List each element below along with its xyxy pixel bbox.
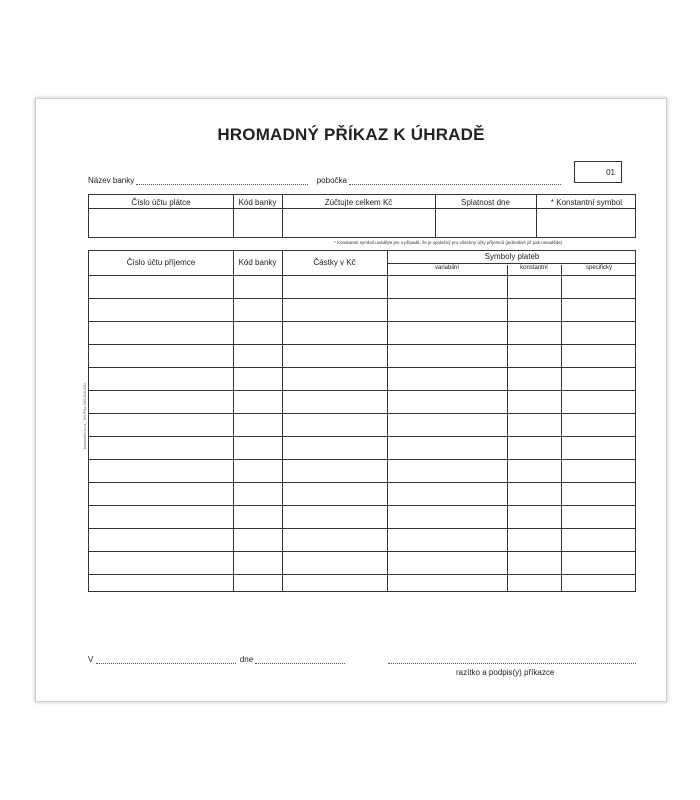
bank-name-label: Název banky [88, 176, 135, 185]
payer-account-header: Číslo účtu plátce [131, 198, 191, 207]
place-label: V [88, 655, 94, 664]
constant-symbol-header: * Konstantní symbol [550, 198, 623, 207]
payer-table [88, 194, 636, 238]
form-number-box [574, 161, 622, 183]
payment-order-sheet [35, 98, 667, 702]
signature-line [388, 655, 636, 664]
recipient-bank-code-header: Kód banky [238, 258, 277, 267]
recipient-table [88, 250, 636, 592]
publisher-side-text: Baloušek s.r.o., Tel./Fax 000 000 000 [82, 383, 87, 449]
form-number: 01 [606, 168, 615, 177]
constant-symbol-subheader: konstantní [520, 265, 548, 271]
specific-symbol-header: specifický [585, 265, 612, 271]
recipient-account-header: Číslo účtu příjemce [126, 258, 196, 267]
bank-name-field[interactable] [136, 176, 308, 185]
place-date-line [88, 655, 345, 664]
date-label: dne [239, 655, 254, 664]
constant-symbol-footnote: * Konstantní symbol uvádějte jen v případě, že je společný pro všechny účty příjemců (jednotlivé již pak nevadějte) [334, 240, 563, 245]
signature-field[interactable] [388, 655, 636, 664]
bank-name-line [88, 176, 561, 185]
branch-label: pobočka [316, 176, 347, 185]
signature-label: razítko a podpis(y) příkazce [456, 668, 555, 677]
branch-field[interactable] [349, 176, 561, 185]
form-title: HROMADNÝ PŘÍKAZ K ÚHRADĚ [217, 125, 485, 144]
due-date-header: Splatnost dne [461, 198, 510, 207]
variable-symbol-header: variabilní [434, 265, 459, 271]
amounts-header: Částky v Kč [313, 258, 356, 267]
total-amount-header: Zúčtujte celkem Kč [324, 198, 393, 207]
payment-symbols-header: Symboly plateb [484, 252, 540, 261]
place-field[interactable] [96, 655, 236, 664]
payer-bank-code-header: Kód banky [238, 198, 277, 207]
date-field[interactable] [255, 655, 345, 664]
